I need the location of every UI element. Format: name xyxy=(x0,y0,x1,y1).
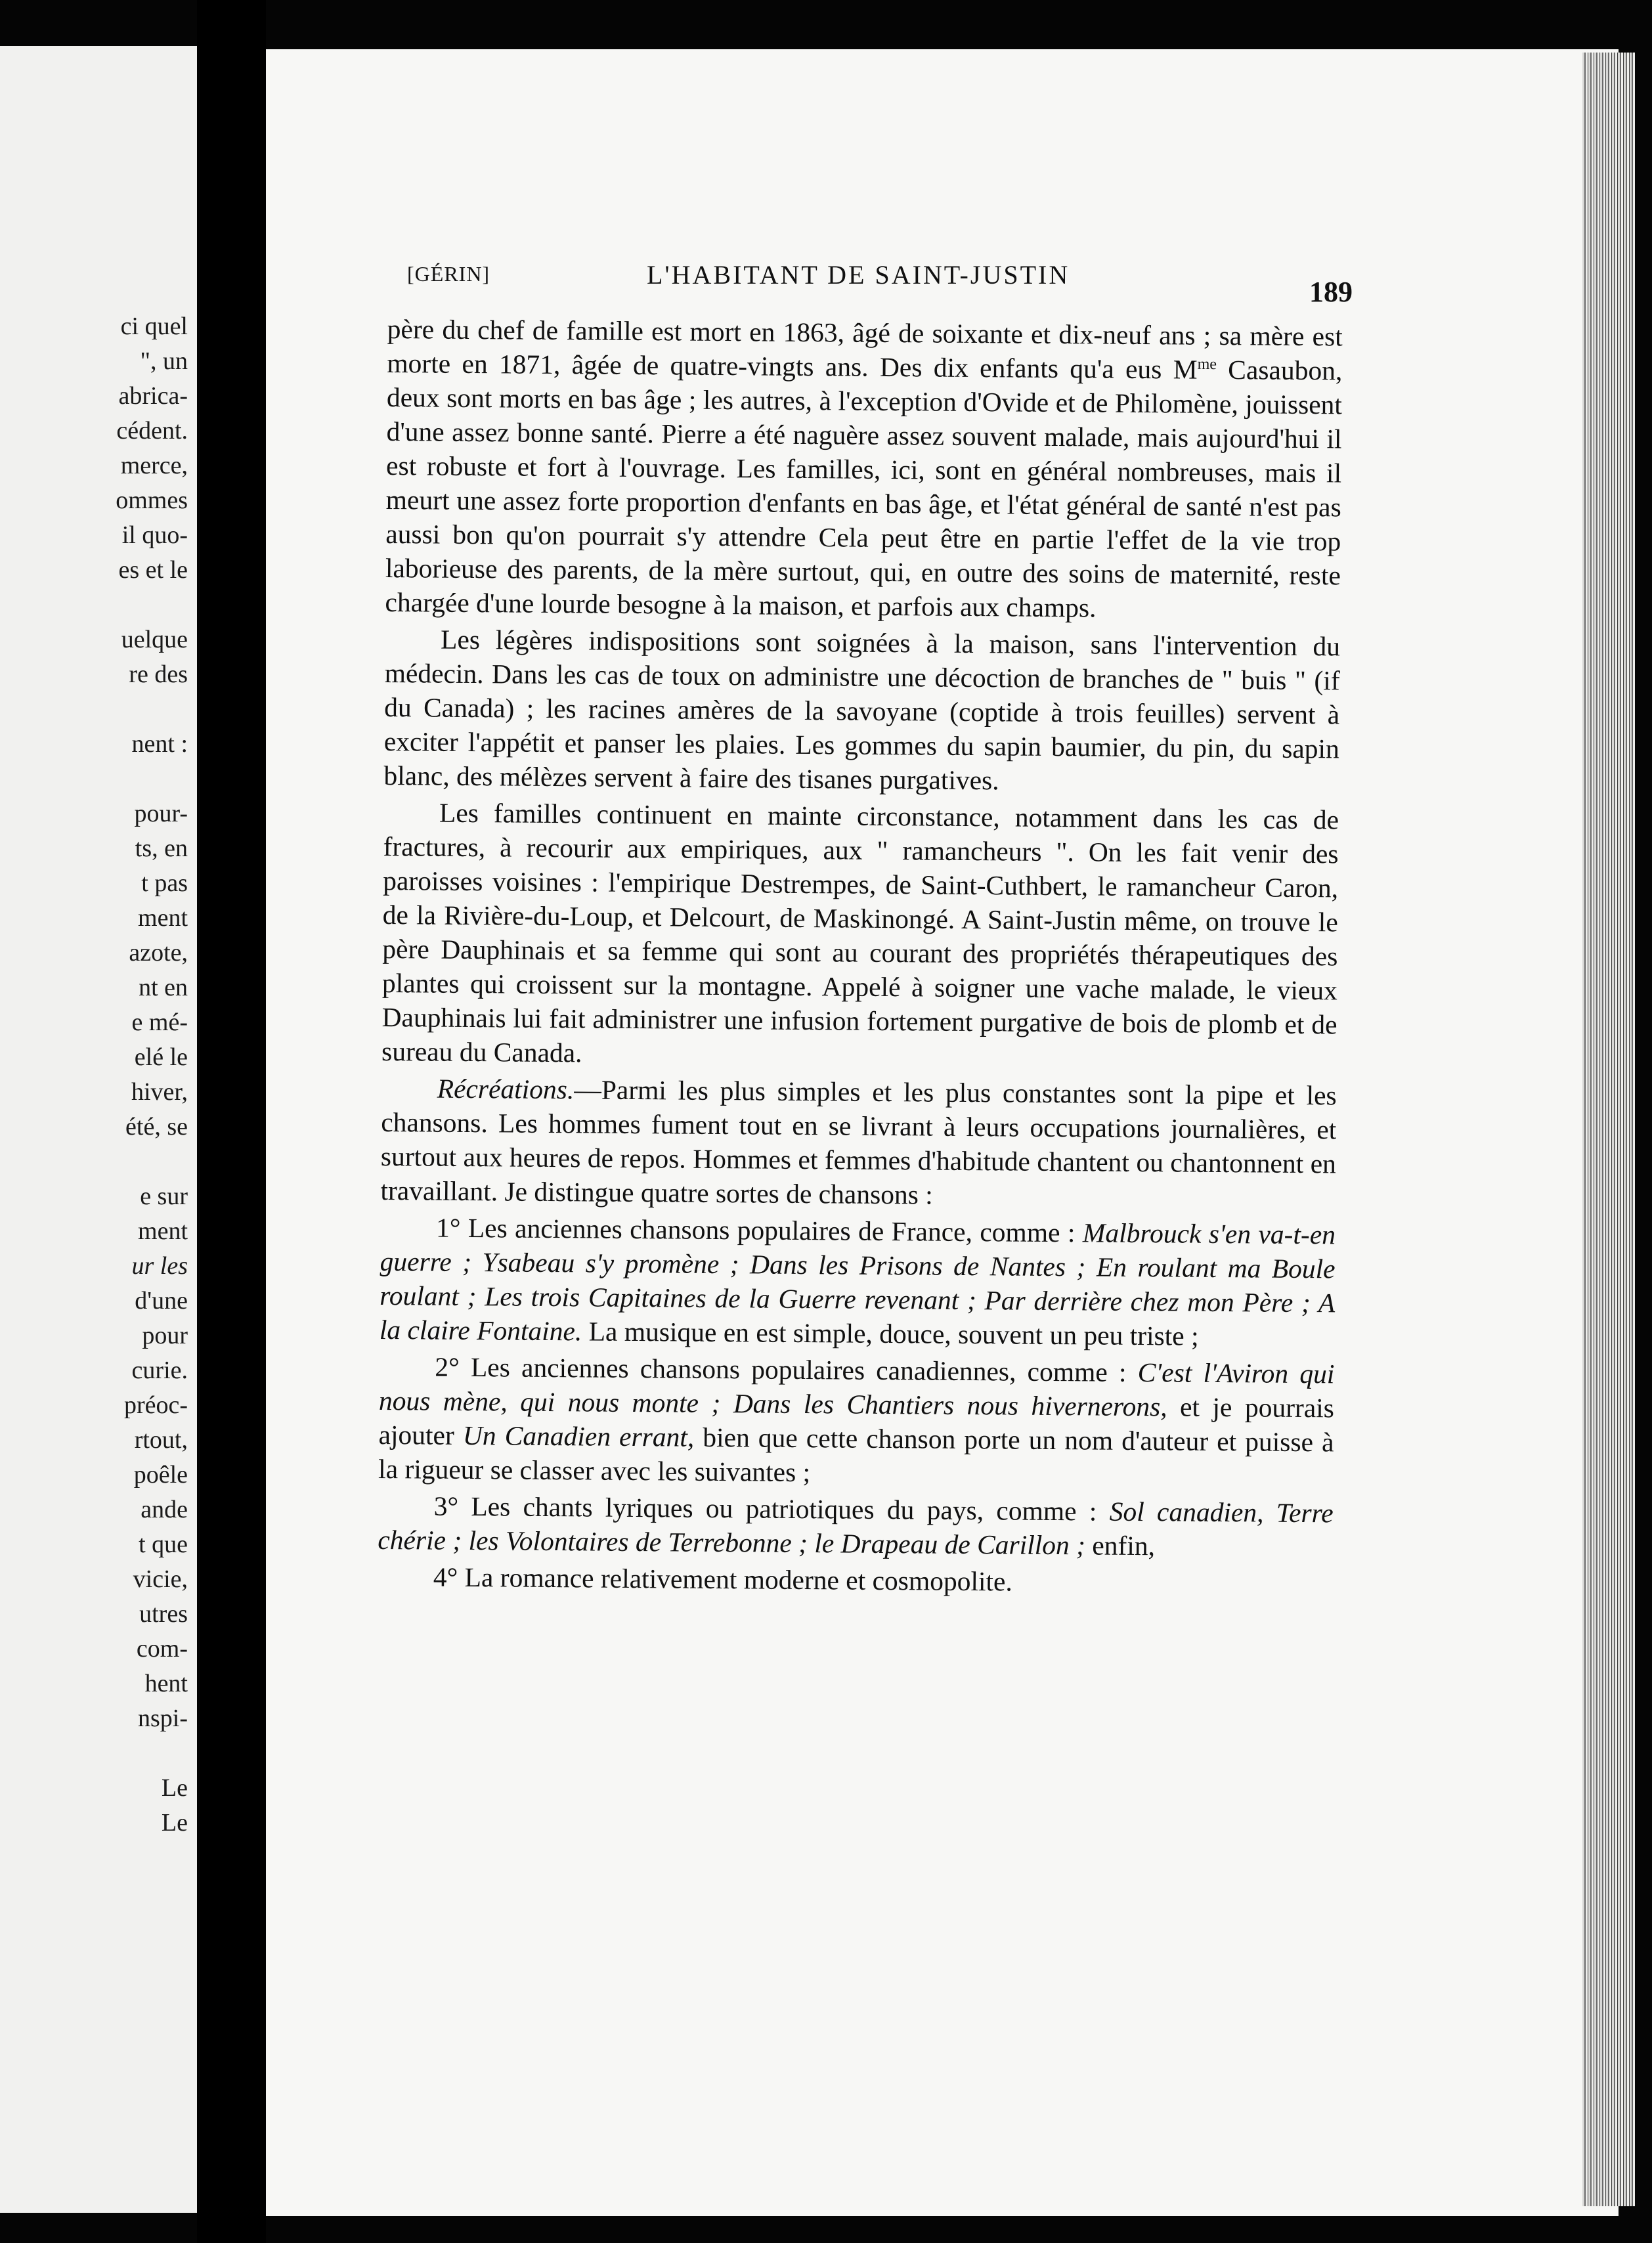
text-run: La musique en est simple, douce, souvent un peu triste ; xyxy=(582,1316,1199,1351)
page-edges xyxy=(1582,53,1635,2206)
italic-text: Malbrouck s'en va-t-en guerre ; Ysabeau s'y promène ; Dans les Prisons de Nantes ; En roulant ma Boule roulant ; Les trois Capitaines de la Guerre revenant ; Par derrière chez mon Père ; A la claire Fontaine. xyxy=(379,1217,1336,1347)
left-page-line: abrica- xyxy=(118,382,188,410)
book-gutter xyxy=(197,0,266,2243)
left-page-line: azote, xyxy=(129,939,188,967)
paragraph xyxy=(378,1489,1334,1564)
left-page-line: préoc- xyxy=(123,1391,188,1419)
left-page-line: Le xyxy=(161,1774,188,1802)
left-page-line: ande xyxy=(141,1496,188,1523)
body-text xyxy=(378,312,1343,1601)
italic-text: Un Canadien errant, xyxy=(462,1420,695,1452)
left-page-line: curie. xyxy=(131,1357,188,1384)
left-page-line: nent : xyxy=(131,730,188,758)
text-run: —Parmi les plus simples et les plus constantes sont la pipe et les chansons. Les hommes fument tout en se livrant à leurs occupations journalières, et surtout aux heures de repos. Hommes et femmes d'habitude chantent ou chantonnent en travaillant. Je distingue quatre sortes de chansons : xyxy=(380,1074,1337,1210)
left-page-line: merce, xyxy=(120,452,188,479)
left-page-line: t pas xyxy=(141,869,188,897)
header-title: L'HABITANT DE SAINT-JUSTIN xyxy=(647,260,1070,290)
left-page-line: nt en xyxy=(139,974,188,1001)
text-run: 1° Les anciennes chansons populaires de France, comme : xyxy=(435,1212,1083,1248)
text-run: père du chef de famille est mort en 1863, âgé de soixante et dix-neuf ans ; sa mère est morte en 1871, âgée de quatre-vingts ans. Des dix enfants qu'a eus M xyxy=(387,313,1343,385)
paragraph xyxy=(380,1071,1337,1215)
left-page-line: ment xyxy=(138,904,188,932)
left-page-line: il quo- xyxy=(121,521,188,549)
text-run: enfin, xyxy=(1085,1530,1156,1561)
left-page-line: com- xyxy=(136,1635,188,1663)
left-page-line: elé le xyxy=(134,1043,188,1071)
italic-text: Récréations. xyxy=(437,1073,575,1105)
header-author: [GÉRIN] xyxy=(407,262,490,286)
paragraph xyxy=(378,1349,1335,1493)
left-page-line: ci quel xyxy=(120,313,188,340)
text-run: 4° La romance relativement moderne et cosmopolite. xyxy=(433,1561,1013,1597)
left-page-line: rtout, xyxy=(134,1426,188,1454)
text-run: Les familles continuent en mainte circonstance, notamment dans les cas de fractures, à recourir aux empiriques, aux " ramancheurs ". On les fait venir des paroisses voisines : l'empirique Destrempes, de Saint-Cuthbert, le ramancheur Caron, de la Rivière-du-Loup, et Delcourt, de Maskinongé. A Saint-Justin même, on trouve le père Dauphinais et sa femme qui sont au courant des propriétés thérapeutiques des plantes qui croissent sur la montagne. Appelé à soigner une vache malade, le vieux Dauphinais lui fait administrer une infusion fortement purgative de bois de plomb et de sureau du Canada. xyxy=(381,797,1339,1068)
left-page-line: ", un xyxy=(140,347,188,375)
text-run: 3° Les chants lyriques ou patriotiques du pays, comme : xyxy=(433,1491,1110,1527)
text-run: Casaubon, deux sont morts en bas âge ; les autres, à l'exception d'Ovide et de Philomène, jouissent d'une assez bonne santé. Pierre a été naguère assez souvent malade, mais aujourd'hui il est robuste et fort à l'ouvrage. Les familles, ici, sont en général nombreuses, mais il meurt une assez forte proportion d'enfants en bas âge, et l'état général de santé n'est pas aussi bon qu'on pourrait s'y attendre Cela peut être en partie l'effet de la vie trop laborieuse des parents, de la mère surtout, qui, en outre des soins de maternité, reste chargée d'une lourde besogne à la maison, et parfois aux champs. xyxy=(385,354,1343,623)
left-page-line: cédent. xyxy=(116,417,188,445)
page-number: 189 xyxy=(1309,276,1353,308)
left-page-line: e sur xyxy=(140,1183,188,1210)
left-page-line: Le xyxy=(161,1809,188,1837)
text-run: 2° Les anciennes chansons populaires canadiennes, comme : xyxy=(435,1351,1138,1388)
paragraph xyxy=(385,312,1343,626)
paragraph xyxy=(381,795,1339,1076)
text-run: et je pourrais ajouter xyxy=(378,1391,1335,1450)
italic-text: Sol canadien, Terre chérie ; les Volontaires de Terrebonne ; le Drapeau de Carillon ; xyxy=(378,1496,1334,1561)
left-page-line: uelque xyxy=(121,626,188,653)
left-page-line: t que xyxy=(139,1531,188,1558)
paragraph xyxy=(383,622,1340,800)
paragraph xyxy=(380,1210,1336,1354)
left-page-line: re des xyxy=(129,661,188,688)
text-run: Les légères indispositions sont soignées à la maison, sans l'intervention du médecin. Dans les cas de toux on administre une décoction de branches de " buis " (if du Canada) ; les racines amères de la savoyane (coptide à trois feuilles) servent à exciter l'appétit et panser les plaies. Les gommes du sapin baumier, du pin, du sapin blanc, des mélèzes servent à faire des tisanes purgatives. xyxy=(383,624,1341,796)
text-run: bien que cette chanson porte un nom d'auteur et puisse à la rigueur se classer avec les suivantes ; xyxy=(378,1422,1334,1488)
left-page-line: poêle xyxy=(133,1461,188,1489)
left-page-line: vicie, xyxy=(133,1565,188,1593)
left-page-line: nspi- xyxy=(138,1705,188,1732)
left-page-line: ts, en xyxy=(135,835,188,862)
left-page-line: pour- xyxy=(134,800,188,827)
superscript: me xyxy=(1197,355,1217,374)
left-page-line: es et le xyxy=(118,556,188,584)
left-page-line: d'une xyxy=(135,1287,188,1315)
left-page-line: utres xyxy=(139,1600,188,1628)
left-page-line: ommes xyxy=(116,487,188,514)
left-page-line: e mé- xyxy=(131,1009,188,1036)
left-page-line: été, se xyxy=(125,1113,188,1141)
left-page-line: pour xyxy=(142,1322,188,1349)
left-page-line: ment xyxy=(138,1217,188,1245)
italic-text: C'est l'Aviron qui nous mène, qui nous monte ; Dans les Chantiers nous hivernerons, xyxy=(378,1357,1335,1422)
left-page-fragment xyxy=(0,46,197,2213)
left-page-line: hent xyxy=(144,1670,188,1697)
left-page-line: hiver, xyxy=(131,1078,188,1106)
left-page-line: ur les xyxy=(131,1252,188,1280)
running-header xyxy=(407,259,1353,308)
